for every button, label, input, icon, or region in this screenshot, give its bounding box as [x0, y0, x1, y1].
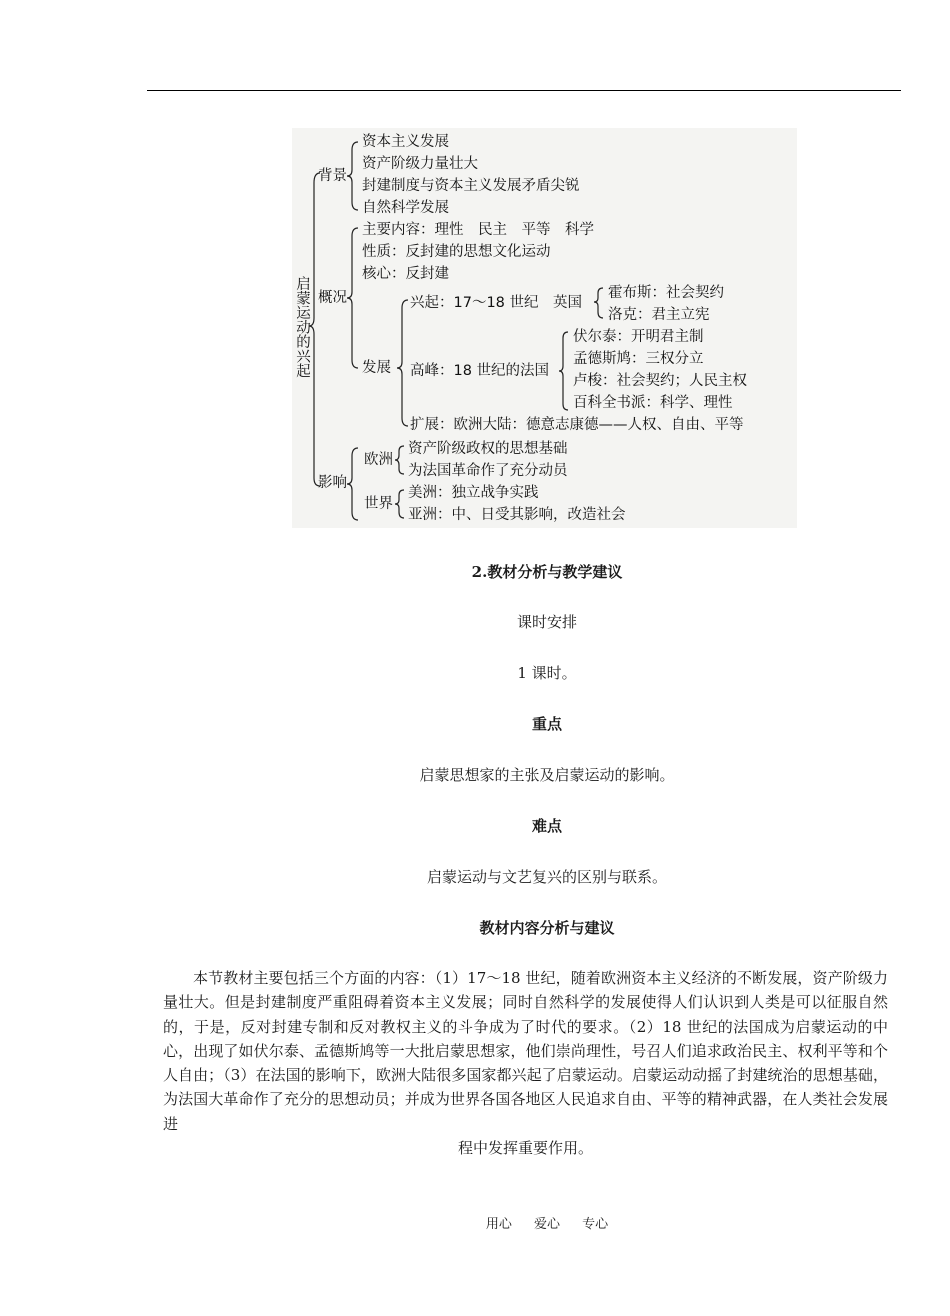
node-development: 发展: [362, 360, 391, 376]
analysis-paragraph: [163, 966, 888, 1160]
influence-world: 世界: [364, 496, 393, 512]
peak-item: 百科全书派：科学、理性: [573, 395, 733, 411]
background-item: 资产阶级力量壮大: [362, 156, 478, 172]
analysis-paragraph-body: 本节教材主要包括三个方面的内容：（1）17～18 世纪，随着欧洲资本主义经济的不断发展，资产阶级力量壮大。但是封建制度严重阻碍着资本主义发展；同时自然科学的发展使得人们认识到人类是可以征服自然的，于是，反对封建专制和反对教权主义的斗争成为了时代的要求。（2）18 世纪的法国成为启蒙运动的中心，出现了如伏尔泰、孟德斯鸠等一大批启蒙思想家，他们崇尚理性，号召人们追求政治民主、权利平等和个人自由；（3）在法国的影响下，欧洲大陆很多国家都兴起了启蒙运动。启蒙运动动摇了封建统治的思想基础，为法国大革命作了充分的思想动员；并成为世界各国各地区人民追求自由、平等的精神武器，在人类社会发展进: [163, 969, 888, 1133]
rise-item: 洛克：君主立宪: [608, 307, 710, 323]
background-item: 封建制度与资本主义发展矛盾尖锐: [362, 178, 580, 194]
difficulty-text: 启蒙运动与文艺复兴的区别与联系。: [426, 868, 667, 886]
peak-item: 卢梭：社会契约；人民主权: [573, 373, 747, 389]
key-text: 启蒙思想家的主张及启蒙运动的影响。: [419, 766, 675, 784]
overview-item: 性质：反封建的思想文化运动: [362, 244, 551, 260]
analysis-paragraph-last-line: 程中发挥重要作用。: [457, 1139, 593, 1158]
difficulty-heading: 难点: [531, 817, 562, 835]
background-item: 资本主义发展: [362, 134, 449, 150]
europe-item: 资产阶级政权的思想基础: [408, 441, 568, 457]
peak-item: 伏尔泰：开明君主制: [573, 329, 704, 345]
world-item: 美洲：独立战争实践: [408, 485, 539, 501]
development-rise: 兴起：17～18 世纪 英国: [410, 295, 583, 311]
page-footer: 用心 爱心 专心: [485, 1217, 609, 1232]
background-item: 自然科学发展: [362, 200, 449, 216]
development-expansion: 扩展：欧洲大陆：德意志康德——人权、自由、平等: [410, 417, 744, 433]
mindmap-figure: [292, 128, 797, 528]
overview-item: 主要内容：理性 民主 平等 科学: [362, 222, 594, 238]
europe-item: 为法国革命作了充分动员: [408, 463, 568, 479]
section-title: 2.教材分析与教学建议: [471, 563, 623, 581]
node-background: 背景: [318, 168, 347, 184]
key-heading: 重点: [531, 715, 562, 733]
analysis-heading: 教材内容分析与建议: [479, 919, 615, 937]
header-rule: [147, 90, 901, 91]
rise-item: 霍布斯：社会契约: [608, 285, 724, 301]
world-item: 亚洲：中、日受其影响，改造社会: [408, 507, 626, 523]
mindmap-root: 启蒙运动的兴起: [294, 276, 310, 378]
node-overview: 概况: [318, 290, 347, 306]
overview-item: 核心：反封建: [362, 266, 449, 282]
development-peak: 高峰：18 世纪的法国: [410, 363, 550, 379]
node-influence: 影响: [318, 475, 347, 491]
influence-europe: 欧洲: [364, 452, 393, 468]
peak-item: 孟德斯鸠：三权分立: [573, 351, 704, 367]
schedule-heading: 课时安排: [516, 613, 577, 631]
schedule-text: 1 课时。: [517, 664, 577, 682]
